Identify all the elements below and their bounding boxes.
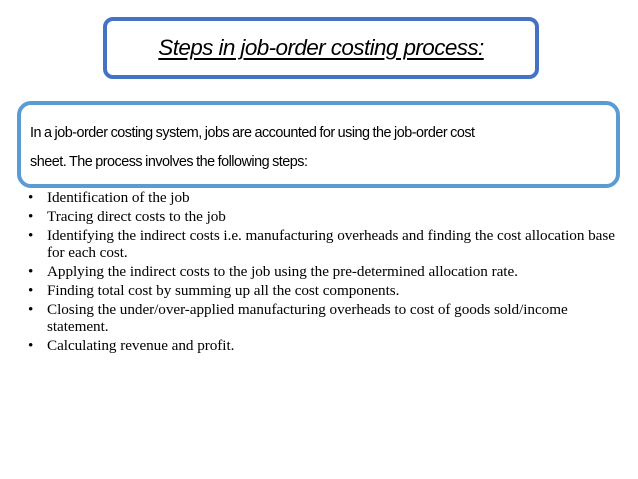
list-item <box>28 283 618 300</box>
step-text: Tracing direct costs to the job <box>47 207 226 225</box>
bullet-icon: • <box>28 262 34 280</box>
bullet-icon: • <box>28 207 34 225</box>
title-box <box>103 17 539 79</box>
bullet-icon: • <box>28 281 34 299</box>
step-text: Identifying the indirect costs i.e. manufacturing overheads and finding the cost allocation base for each cost. <box>47 226 615 261</box>
bullet-icon: • <box>28 226 34 244</box>
bullet-icon: • <box>28 336 34 354</box>
step-text: Applying the indirect costs to the job using the pre-determined allocation rate. <box>47 262 518 280</box>
slide-title: Steps in job-order costing process: <box>158 35 484 60</box>
step-text: Calculating revenue and profit. <box>47 336 235 354</box>
list-item <box>28 302 618 336</box>
bullet-icon: • <box>28 189 34 206</box>
list-item <box>28 190 618 207</box>
intro-line-2: sheet. The process involves the following steps: <box>30 154 308 170</box>
list-item <box>28 209 618 226</box>
intro-line-1: In a job-order costing system, jobs are accounted for using the job-order cost <box>30 125 475 141</box>
step-text: Closing the under/over-applied manufacturing overheads to cost of goods sold/income statement. <box>47 300 568 335</box>
intro-box <box>17 101 620 188</box>
list-item <box>28 338 618 355</box>
list-item <box>28 264 618 281</box>
list-item <box>28 228 618 262</box>
step-text: Identification of the job <box>47 189 190 206</box>
bullet-icon: • <box>28 300 34 318</box>
step-text: Finding total cost by summing up all the cost components. <box>47 281 400 299</box>
steps-list <box>28 190 618 356</box>
